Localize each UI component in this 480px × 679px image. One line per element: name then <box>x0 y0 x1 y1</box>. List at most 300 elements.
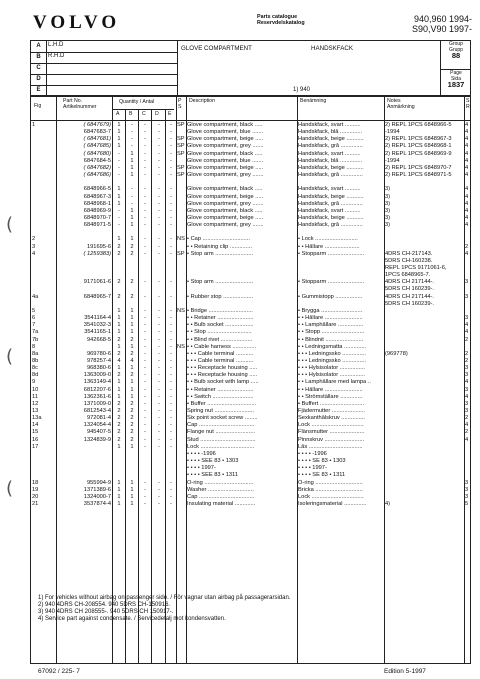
benamning-cell: • • Strömställare .............. <box>298 393 363 400</box>
benamning-cell: • • • • SE 83 • 1303 <box>298 458 346 465</box>
qty-a-cell: 2 <box>117 408 121 414</box>
table-row <box>31 437 472 444</box>
benamning-cell: Lock ................................. <box>298 422 364 429</box>
description-cell: Glove compartment, black ..... <box>187 207 263 214</box>
qty-a-cell: 2 <box>117 293 121 300</box>
qty-a-cell: 2 <box>117 415 121 422</box>
description-cell: • • Retainer ....................... <box>187 315 254 322</box>
qty-d-cell: - <box>158 307 160 314</box>
table-row <box>31 372 472 379</box>
benamning-cell: • • • Ledningssko ............... <box>298 357 366 364</box>
qty-d-cell: - <box>158 157 160 164</box>
fig-cell: 10 <box>32 386 39 393</box>
table-row <box>31 480 472 487</box>
qty-e-cell: - <box>170 207 172 214</box>
part-number-cell: ( 6847681) <box>83 136 111 143</box>
table-row <box>31 165 472 172</box>
qty-a-cell: - <box>118 222 120 229</box>
description-cell: Lock .................................. <box>187 443 255 450</box>
footnote: 1) For vehicles without airbag on passenger side. / För vagnar utan airbag på passagerarsidan. <box>38 595 291 601</box>
description-cell: • • • • -1996 <box>187 450 216 457</box>
benamning-cell: Sexkanthålskruv ............... <box>298 415 366 422</box>
qty-c-cell: - <box>144 250 146 257</box>
qty-e-cell: - <box>170 500 172 507</box>
qty-a-cell: 1 <box>117 479 121 486</box>
page-box: Page Sida 1837 <box>447 70 465 89</box>
benamning-cell: Lås .................................. <box>298 443 363 450</box>
qty-c-cell: - <box>144 350 146 357</box>
qty-d-cell: - <box>158 386 160 393</box>
sr-cell: 4 <box>465 200 469 207</box>
qty-a-cell: 1 <box>117 186 121 193</box>
catalog-title: Parts catalogue Reservdelskatalog <box>257 14 305 27</box>
qty-d-cell: - <box>158 400 160 407</box>
sr-cell: 4 <box>465 222 469 229</box>
qty-c-cell: - <box>144 422 146 429</box>
qty-c-cell: - <box>144 129 146 136</box>
qty-b-cell: 2 <box>130 422 134 429</box>
qty-d-cell: - <box>158 129 160 136</box>
qty-e-cell: - <box>170 429 172 436</box>
benamning-cell: • • • Ledningssko ............... <box>298 350 366 357</box>
description-cell: Flange nut ......................... <box>187 429 255 436</box>
fig-cell: 13 <box>32 408 39 414</box>
qty-e-cell: - <box>170 172 172 179</box>
qty-b-cell: 1 <box>130 486 134 493</box>
notes-cell: 5DRS CH 160239-. <box>385 300 434 307</box>
table-row <box>31 201 472 208</box>
reference-note: 1) 940 <box>293 87 311 93</box>
notes-cell: 3) <box>385 186 391 193</box>
qty-e-cell: - <box>170 386 172 393</box>
footnote: 3) 940 4DRS CH 208555-. 940 5DRS CH 150917-. <box>38 609 174 615</box>
qty-a-cell: - <box>118 150 120 157</box>
qty-e-cell: - <box>170 415 172 422</box>
qty-a-cell: 2 <box>117 243 121 250</box>
qty-a-cell: - <box>118 157 120 164</box>
qty-c-cell: - <box>144 386 146 393</box>
table-row <box>31 458 472 465</box>
qty-c-cell: - <box>144 222 146 229</box>
qty-c-cell: - <box>144 279 146 286</box>
description-cell: Glove compartment, grey ....... <box>187 143 264 150</box>
qty-d-cell: - <box>158 322 160 329</box>
table-row <box>31 172 472 179</box>
ps-cell: SP <box>177 172 185 179</box>
qty-a-cell: 1 <box>117 486 121 493</box>
table-row <box>31 487 472 494</box>
footnotes <box>38 595 290 623</box>
part-number-cell: 1363149-4 <box>83 379 111 386</box>
description-cell: Stud ................................... <box>187 436 256 443</box>
benamning-cell: Handskfack, blå .............. <box>298 129 363 136</box>
qty-a-cell: 1 <box>117 493 121 500</box>
description-cell: • • Retaining clip .............. <box>187 243 252 250</box>
qty-d-cell: - <box>158 172 160 179</box>
binder-hole-mark: ( <box>6 478 14 499</box>
part-number-cell: 6847684-5 <box>83 157 111 164</box>
qty-e-cell: - <box>170 379 172 386</box>
description-cell: • • • Cable terminal ........... <box>187 357 254 364</box>
table-row <box>31 208 472 215</box>
notes-cell: 4DRS CH-217143. <box>385 250 433 257</box>
table-row <box>31 215 472 222</box>
fig-cell: 9 <box>32 379 36 386</box>
qty-b-cell: 1 <box>130 379 134 386</box>
fig-cell: 13a <box>32 415 42 422</box>
fig-cell: 8a <box>32 350 39 357</box>
sr-cell: 3 <box>465 365 469 372</box>
table-row <box>31 136 472 143</box>
part-number-cell: 3541032-3 <box>83 322 111 329</box>
model-range: 940,960 1994- S90,V90 1997- <box>411 14 472 34</box>
table-row <box>31 294 472 301</box>
part-number-cell: 3537874-4 <box>83 500 111 507</box>
qty-a-cell: 1 <box>117 136 121 143</box>
fig-cell: 4a <box>32 293 39 300</box>
qty-b-cell: 1 <box>130 365 134 372</box>
table-row <box>31 472 472 479</box>
description-cell: Cap ................................... <box>187 422 255 429</box>
table-row <box>31 358 472 365</box>
sr-cell: 2 <box>465 336 469 343</box>
qty-e-cell: - <box>170 393 172 400</box>
qty-c-cell: - <box>144 193 146 200</box>
col-fig: Fig <box>34 103 42 109</box>
variant-letter-c: C <box>36 65 41 71</box>
fig-cell: 20 <box>32 493 39 500</box>
ps-cell: NS <box>177 343 185 350</box>
col-notes: Notes Anmärkning <box>387 98 415 110</box>
notes-cell: 2) REPL 1PCS 6848966-5 <box>385 122 452 128</box>
qty-e-cell: - <box>170 329 172 336</box>
description-cell: • • • Cable terminal ........... <box>187 350 254 357</box>
qty-d-cell: - <box>158 357 160 364</box>
qty-c-cell: - <box>144 143 146 150</box>
part-number-cell: 6848971-5 <box>83 222 111 229</box>
sr-cell: 3 <box>465 293 469 300</box>
qty-e-cell: - <box>170 479 172 486</box>
description-cell: Glove compartment, grey ....... <box>187 172 264 179</box>
notes-cell: 2) REPL 1PCS 6848971-5 <box>385 172 452 179</box>
qty-b-cell: 1 <box>130 315 134 322</box>
qty-e-cell: - <box>170 143 172 150</box>
qty-c-cell: - <box>144 400 146 407</box>
sr-cell: 3 <box>465 279 469 286</box>
sr-cell: 3 <box>465 315 469 322</box>
sr-cell: 2 <box>465 429 469 436</box>
binder-hole-mark: ( <box>6 214 14 235</box>
fig-cell: 16 <box>32 436 39 443</box>
qty-e-cell: - <box>170 157 172 164</box>
qty-a-cell: 1 <box>117 200 121 207</box>
qty-d-cell: - <box>158 393 160 400</box>
part-number-cell: 6848966-5 <box>83 186 111 193</box>
qty-d-cell: - <box>158 336 160 343</box>
part-number-cell: 942668-5 <box>86 336 111 343</box>
qty-a-cell: 2 <box>117 336 121 343</box>
qty-a-cell: 2 <box>117 422 121 429</box>
part-number-cell: 3541165-1 <box>84 329 111 336</box>
qty-e-cell: - <box>170 122 172 128</box>
variant-letter-d: D <box>36 76 41 82</box>
qty-c-cell: - <box>144 493 146 500</box>
qty-e-cell: - <box>170 293 172 300</box>
qty-b-cell: 2 <box>130 415 134 422</box>
table-row <box>31 236 472 243</box>
qty-a-cell: 1 <box>117 329 121 336</box>
variant-b-text: R.H.D <box>48 53 65 59</box>
table-row <box>31 387 472 394</box>
qty-e-cell: - <box>170 315 172 322</box>
fig-cell: 3 <box>32 243 36 250</box>
qty-c-cell: - <box>144 357 146 364</box>
table-row <box>31 344 472 351</box>
qty-a-cell: - <box>118 207 120 214</box>
notes-cell: -1994 <box>385 157 400 164</box>
benamning-cell: • Brygga .......................... <box>298 307 363 314</box>
part-number-cell: 978257-4 <box>86 357 111 364</box>
qty-e-cell: - <box>170 136 172 143</box>
sr-cell: 2 <box>465 415 469 422</box>
qty-c-cell: - <box>144 243 146 250</box>
qty-e-cell: - <box>170 350 172 357</box>
description-cell: • Cap .............................. <box>187 236 250 243</box>
qty-d-cell: - <box>158 200 160 207</box>
benamning-cell: • • Stopp ........................... <box>298 329 365 336</box>
qty-d-cell: - <box>158 415 160 422</box>
part-number-cell: 1324839-9 <box>83 436 111 443</box>
qty-d-cell: - <box>158 329 160 336</box>
benamning-cell: Handskfack, svart .......... <box>298 150 361 157</box>
benamning-cell: Handskfack, svart .......... <box>298 122 361 128</box>
qty-b-cell: 1 <box>130 500 134 507</box>
fig-cell: 8 <box>32 343 36 350</box>
benamning-cell: • Buffert ............................ <box>298 400 365 407</box>
fig-cell: 8b <box>32 357 39 364</box>
table-row <box>31 408 472 415</box>
qty-b-cell: - <box>131 200 133 207</box>
benamning-cell: • • Lamphållare ................ <box>298 322 364 329</box>
fig-cell: 1 <box>32 122 36 128</box>
qty-c-cell: - <box>144 500 146 507</box>
qty-d-cell: - <box>158 143 160 150</box>
ps-cell: NS <box>177 236 185 243</box>
qty-b-cell: 1 <box>130 493 134 500</box>
table-row <box>31 194 472 201</box>
ps-cell: SP <box>177 250 185 257</box>
part-number-cell: 1324000-7 <box>83 493 111 500</box>
table-row <box>31 301 472 308</box>
qty-b-cell: 1 <box>130 322 134 329</box>
volvo-logo: VOLVO <box>33 12 121 33</box>
qty-a-cell: 1 <box>117 236 121 243</box>
benamning-cell: Handskfack, svart .......... <box>298 207 361 214</box>
qty-e-cell: - <box>170 443 172 450</box>
description-cell: Glove compartment, beige ..... <box>187 164 264 171</box>
qty-c-cell: - <box>144 443 146 450</box>
qty-e-cell: - <box>170 357 172 364</box>
qty-e-cell: - <box>170 222 172 229</box>
part-number-cell: 6848969-9 <box>83 207 111 214</box>
qty-d-cell: - <box>158 243 160 250</box>
qty-c-cell: - <box>144 322 146 329</box>
notes-cell: 1PCS 6848965-7. <box>385 272 431 279</box>
section-title-sv: HANDSKFACK <box>311 45 353 52</box>
part-number-cell: ( 1259383) <box>83 250 111 257</box>
qty-e-cell: - <box>170 408 172 414</box>
qty-a-cell: 2 <box>117 400 121 407</box>
part-number-cell: 1363009-0 <box>83 372 111 379</box>
notes-cell: 3) <box>385 214 391 221</box>
qty-d-cell: - <box>158 436 160 443</box>
table-row <box>31 422 472 429</box>
qty-a-cell: 1 <box>117 379 121 386</box>
fig-cell: 11 <box>32 393 38 400</box>
qty-a-cell: 1 <box>117 443 121 450</box>
table-row <box>31 158 472 165</box>
description-cell: Cap ................................... <box>187 493 255 500</box>
table-row <box>31 244 472 251</box>
description-cell: • • • Receptacle housing ..... <box>187 372 258 379</box>
col-qty-b: B <box>129 111 133 117</box>
description-cell: • • • Receptacle housing ..... <box>187 365 258 372</box>
part-number-cell: 945407-5 <box>86 429 111 436</box>
qty-c-cell: - <box>144 122 146 128</box>
table-row <box>31 494 472 501</box>
notes-cell: 3) <box>385 222 391 229</box>
qty-b-cell: - <box>131 143 133 150</box>
benamning-cell: Bricka .............................. <box>298 486 363 493</box>
qty-a-cell: 1 <box>117 193 121 200</box>
benamning-cell: • • Lamphållare med lampa .. <box>298 379 371 386</box>
notes-cell: 4DRS CH 217144-. <box>385 293 434 300</box>
qty-c-cell: - <box>144 136 146 143</box>
qty-c-cell: - <box>144 214 146 221</box>
sr-cell: 4 <box>465 436 469 443</box>
qty-c-cell: - <box>144 408 146 414</box>
description-cell: Glove compartment, black ..... <box>187 186 263 193</box>
notes-cell: 5DRS CH 160239-. <box>385 286 434 293</box>
ps-cell: SP <box>177 164 185 171</box>
table-row <box>31 394 472 401</box>
footnote: 2) 940 4DRS CH-208554. 940 5DRS CH-150916. <box>38 602 171 608</box>
table-row <box>31 265 472 272</box>
col-benamning: Benämning <box>300 98 327 104</box>
binder-hole-mark: ( <box>6 346 14 367</box>
qty-d-cell: - <box>158 350 160 357</box>
qty-a-cell: 1 <box>117 122 121 128</box>
description-cell: Insulating material ............. <box>187 500 256 507</box>
table-row <box>31 179 472 186</box>
benamning-cell: Handskfack, beige ........... <box>298 214 364 221</box>
table-row <box>31 501 472 508</box>
sr-cell: 4 <box>465 164 469 171</box>
description-cell: Spring nut ......................... <box>187 408 255 414</box>
description-cell: • Buffer ............................... <box>187 400 257 407</box>
qty-b-cell: 1 <box>130 157 134 164</box>
qty-b-cell: - <box>131 186 133 193</box>
notes-cell: 3) <box>385 193 391 200</box>
table-row <box>31 315 472 322</box>
col-qty-e: E <box>168 111 172 117</box>
sr-cell: 4 <box>465 422 469 429</box>
qty-d-cell: - <box>158 379 160 386</box>
description-cell: Glove compartment, grey ....... <box>187 200 264 207</box>
qty-a-cell: 4 <box>117 357 121 364</box>
qty-b-cell: 2 <box>130 408 134 414</box>
notes-cell: (969778) <box>385 350 408 357</box>
qty-d-cell: - <box>158 486 160 493</box>
part-number-cell: 955994-9 <box>86 479 111 486</box>
table-row <box>31 186 472 193</box>
part-number-cell: 6848970-7 <box>83 214 111 221</box>
sr-cell: 4 <box>465 129 469 136</box>
benamning-cell: Handskfack, grå .............. <box>298 200 363 207</box>
ps-cell: SP <box>177 143 185 150</box>
table-row <box>31 451 472 458</box>
qty-d-cell: - <box>158 372 160 379</box>
part-number-cell: 1371389-6 <box>83 486 111 493</box>
notes-cell: 5DRS CH-160238. <box>385 257 433 264</box>
fig-cell: 7a <box>32 329 39 336</box>
qty-a-cell: 1 <box>117 365 121 372</box>
benamning-cell: • • • Hylsisolator ................ <box>298 372 365 379</box>
qty-a-cell: 2 <box>117 350 121 357</box>
qty-e-cell: - <box>170 193 172 200</box>
notes-cell: 2) REPL 1PCS 6848968-1 <box>385 143 452 150</box>
group-number: 88 <box>451 51 461 60</box>
ps-cell: SP <box>177 136 185 143</box>
qty-c-cell: - <box>144 329 146 336</box>
ps-cell: SP <box>177 150 185 157</box>
table-row <box>31 429 472 436</box>
benamning-cell: O-ring .............................. <box>298 479 363 486</box>
table-row <box>31 465 472 472</box>
benamning-cell: Fjädermutter ..................... <box>298 408 366 414</box>
qty-c-cell: - <box>144 365 146 372</box>
qty-a-cell: 1 <box>117 500 121 507</box>
qty-c-cell: - <box>144 164 146 171</box>
section-header <box>30 40 471 96</box>
fig-cell: 6 <box>32 315 36 322</box>
qty-e-cell: - <box>170 372 172 379</box>
col-part: Part No. Artikelnummer <box>63 98 97 110</box>
benamning-cell: Flänsmutter ...................... <box>298 429 365 436</box>
description-cell: • • Switch .......................... <box>187 393 254 400</box>
part-number-cell: 191695-6 <box>86 243 111 250</box>
benamning-cell: Handskfack, grå .............. <box>298 172 363 179</box>
fig-cell: 19 <box>32 486 39 493</box>
qty-b-cell: 1 <box>130 150 134 157</box>
qty-b-cell: 1 <box>130 236 134 243</box>
description-cell: • • Stop ............................ <box>187 329 252 336</box>
notes-cell: REPL 1PCS 9171061-6, <box>385 265 447 271</box>
qty-d-cell: - <box>158 422 160 429</box>
qty-a-cell: - <box>118 172 120 179</box>
qty-b-cell: 2 <box>130 293 134 300</box>
description-cell: Glove compartment, black ..... <box>187 150 263 157</box>
description-cell: O-ring ............................... <box>187 479 254 486</box>
notes-cell: 3) <box>385 207 391 214</box>
fig-cell: 2 <box>32 236 36 243</box>
sr-cell: 3 <box>465 408 469 414</box>
qty-e-cell: - <box>170 129 172 136</box>
col-sr: S R <box>466 98 470 110</box>
description-cell: • Stop arm ........................ <box>187 279 254 286</box>
description-cell: • • • • SEE 83 • 1311 <box>187 472 238 479</box>
qty-c-cell: - <box>144 486 146 493</box>
